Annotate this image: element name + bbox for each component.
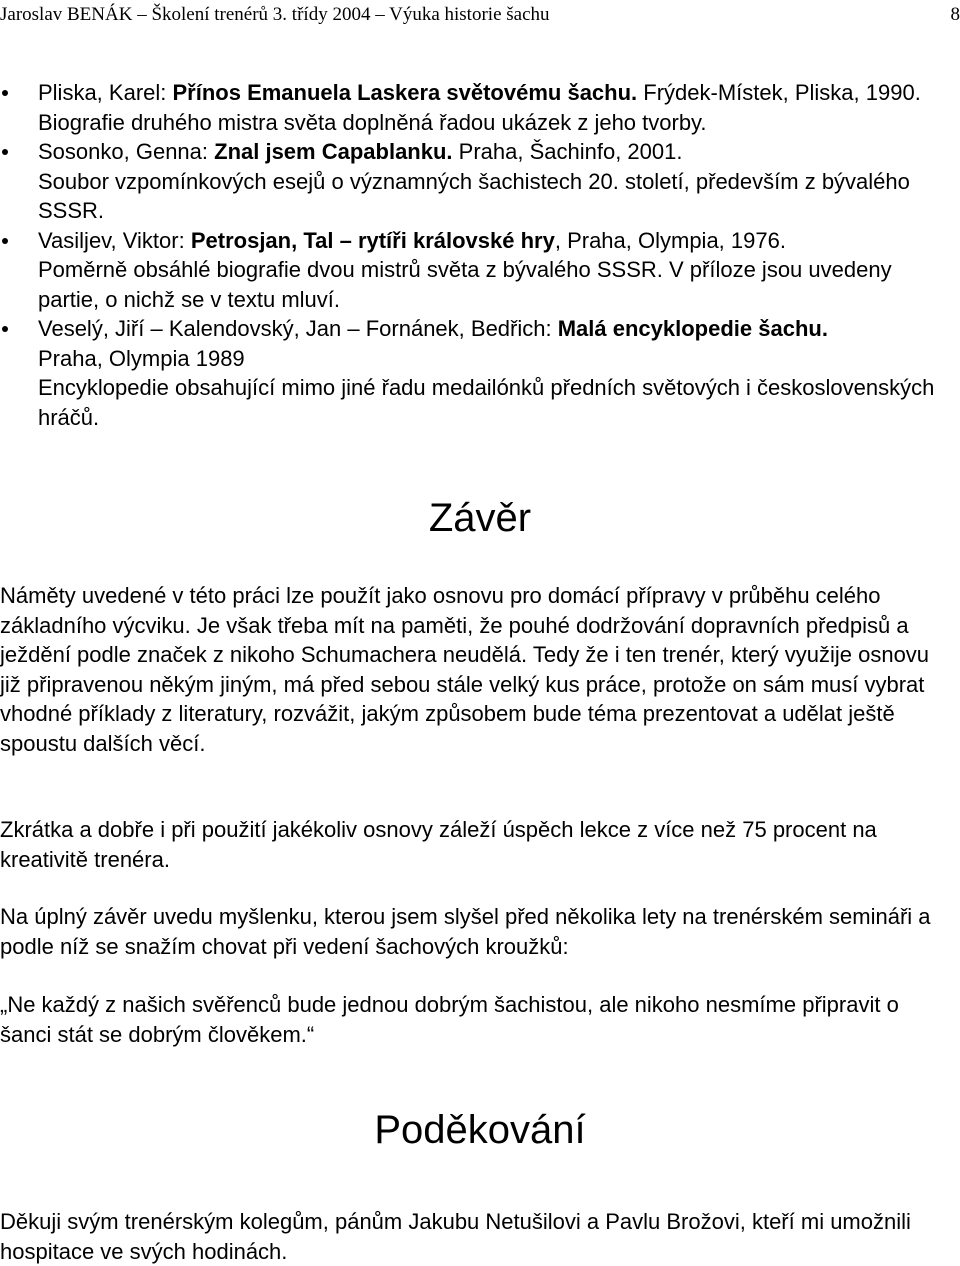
conclusion-heading: Závěr <box>0 494 960 542</box>
reference-description: Soubor vzpomínkových esejů o významných šachistech 20. století, především z bývalého SSSR. <box>38 169 910 224</box>
reference-item <box>0 314 950 432</box>
reference-description: Encyklopedie obsahující mimo jiné řadu medailónků předních světových i československých hráčů. <box>38 375 934 430</box>
reference-publisher: , Praha, Olympia, 1976. <box>555 228 786 253</box>
page-number: 8 <box>951 4 960 26</box>
reference-description: Poměrně obsáhlé biografie dvou mistrů světa z bývalého SSSR. V příloze jsou uvedeny partie, o nichž se v textu mluví. <box>38 257 892 312</box>
bullet-icon <box>2 90 8 96</box>
reference-publisher: Frýdek-Místek, Pliska, 1990. <box>637 80 921 105</box>
bullet-icon <box>2 149 8 155</box>
reference-item <box>0 78 950 137</box>
reference-author: Sosonko, Genna: <box>38 139 214 164</box>
reference-item <box>0 137 950 226</box>
reference-title: Znal jsem Capablanku. <box>214 139 452 164</box>
reference-publisher: Praha, Olympia 1989 <box>38 346 245 371</box>
page-header <box>0 4 960 30</box>
reference-author: Pliska, Karel: <box>38 80 173 105</box>
acknowledgements-heading: Poděkování <box>0 1106 960 1154</box>
conclusion-paragraph: Na úplný závěr uvedu myšlenku, kterou jsem slyšel před několika lety na trenérském semináři a podle níž se snažím chovat při vedení šachových kroužků: <box>0 902 950 961</box>
reference-title: Přínos Emanuela Laskera světovému šachu. <box>173 80 638 105</box>
conclusion-paragraph: Náměty uvedené v této práci lze použít jako osnovu pro domácí přípravy v průběhu celého základního výcviku. Je však třeba mít na paměti, že pouhé dodržování dopravních předpisů a ježdění podle značek z nikoho Schumachera neudělá. Tedy že i ten trenér, který využije osnovu již připravenou někým jiným, má před sebou stále velký kus práce, protože on sám musí vybrat vhodné příklady z literatury, rozvážit, jakým způsobem bude téma prezentovat a udělat ještě spoustu dalších věcí. <box>0 581 950 758</box>
reference-description: Biografie druhého mistra světa doplněná řadou ukázek z jeho tvorby. <box>38 110 707 135</box>
reference-title: Petrosjan, Tal – rytíři královské hry <box>191 228 555 253</box>
bullet-icon <box>2 326 8 332</box>
reference-title: Malá encyklopedie šachu. <box>558 316 828 341</box>
header-title: Jaroslav BENÁK – Školení trenérů 3. třídy 2004 – Výuka historie šachu <box>0 4 550 26</box>
bullet-icon <box>2 238 8 244</box>
reference-item <box>0 226 950 315</box>
reference-publisher: Praha, Šachinfo, 2001. <box>453 139 683 164</box>
conclusion-paragraph: Zkrátka a dobře i při použití jakékoliv osnovy záleží úspěch lekce z více než 75 procent na kreativitě trenéra. <box>0 815 950 874</box>
acknowledgements-text: Děkuji svým trenérským kolegům, pánům Jakubu Netušilovi a Pavlu Brožovi, kteří mi umožnili hospitace ve svých hodinách. <box>0 1207 950 1266</box>
reference-list <box>0 78 950 432</box>
reference-author: Vasiljev, Viktor: <box>38 228 191 253</box>
conclusion-quote: „Ne každý z našich svěřenců bude jednou dobrým šachistou, ale nikoho nesmíme připravit o šanci stát se dobrým člověkem.“ <box>0 990 950 1049</box>
reference-author: Veselý, Jiří – Kalendovský, Jan – Fornánek, Bedřich: <box>38 316 558 341</box>
